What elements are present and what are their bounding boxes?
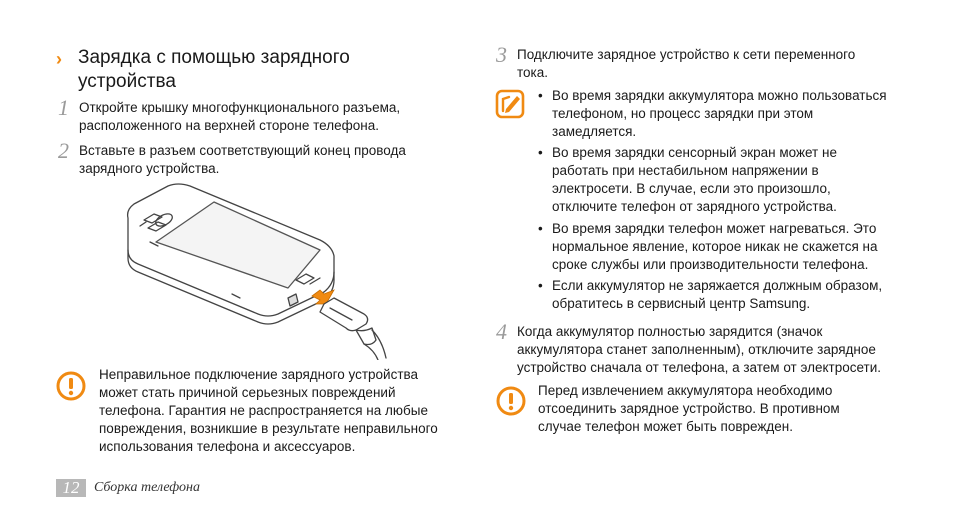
warning-text-left: Неправильное подключение зарядного устройства может стать причиной серьезных повреждений телефона. Гарантия не распространяется на любые повреждения, возникшие в результате неправильного использования телефона и аксессуаров.: [99, 367, 438, 454]
note-bullet-3: [538, 220, 897, 274]
page-number: 12: [56, 479, 86, 497]
note-bullet-text: Во время зарядки аккумулятора можно пользоваться телефоном, но процесс зарядки при этом замедляется.: [552, 88, 887, 139]
chapter-title: Сборка телефона: [94, 480, 200, 495]
note-bullet-text: Если аккумулятор не заряжается должным образом, обратитесь в сервисный центр Samsung.: [552, 278, 883, 311]
bullet-dot: •: [538, 88, 543, 103]
step-number-4: 4: [496, 319, 507, 344]
step-text-3: Подключите зарядное устройство к сети переменного тока.: [517, 47, 856, 80]
step-text-2: Вставьте в разъем соответствующий конец провода зарядного устройства.: [79, 143, 406, 176]
chevron-right-icon: ›: [56, 49, 62, 69]
warning-icon: [496, 386, 526, 416]
warning-icon: [56, 371, 86, 401]
bullet-dot: •: [538, 145, 543, 160]
warning-text-right: Перед извлечением аккумулятора необходимо отсоединить зарядное устройство. В противном случае телефон может быть поврежден.: [538, 383, 840, 434]
step-number-2: 2: [58, 138, 69, 163]
note-bullet-1: [538, 87, 897, 141]
note-bullet-text: Во время зарядки сенсорный экран может не работать при нестабильном напряжении в электросети. В случае, если это произошло, отключите телефон от зарядного устройства.: [552, 145, 837, 214]
note-bullet-2: [538, 144, 897, 216]
section-heading-text: Зарядка с помощью зарядного устройства: [78, 47, 350, 92]
section-heading: [58, 46, 398, 94]
step-text-4: Когда аккумулятор полностью зарядится (значок аккумулятора станет заполненным), отключите зарядное устройство сначала от телефона, а затем от электросети.: [517, 324, 881, 375]
bullet-dot: •: [538, 278, 543, 293]
note-bullet-4: [538, 277, 897, 313]
step-number-3: 3: [496, 42, 507, 67]
step-text-1: Откройте крышку многофункционального разъема, расположенного на верхней стороне телефона.: [79, 100, 401, 133]
step-number-1: 1: [58, 95, 69, 120]
note-icon: [494, 88, 526, 120]
note-bullet-text: Во время зарядки телефон может нагреваться. Это нормальное явление, которое никак не скажется на сроке службы или производительности телефона.: [552, 221, 878, 272]
bullet-dot: •: [538, 221, 543, 236]
phone-charging-illustration: [120, 180, 400, 360]
